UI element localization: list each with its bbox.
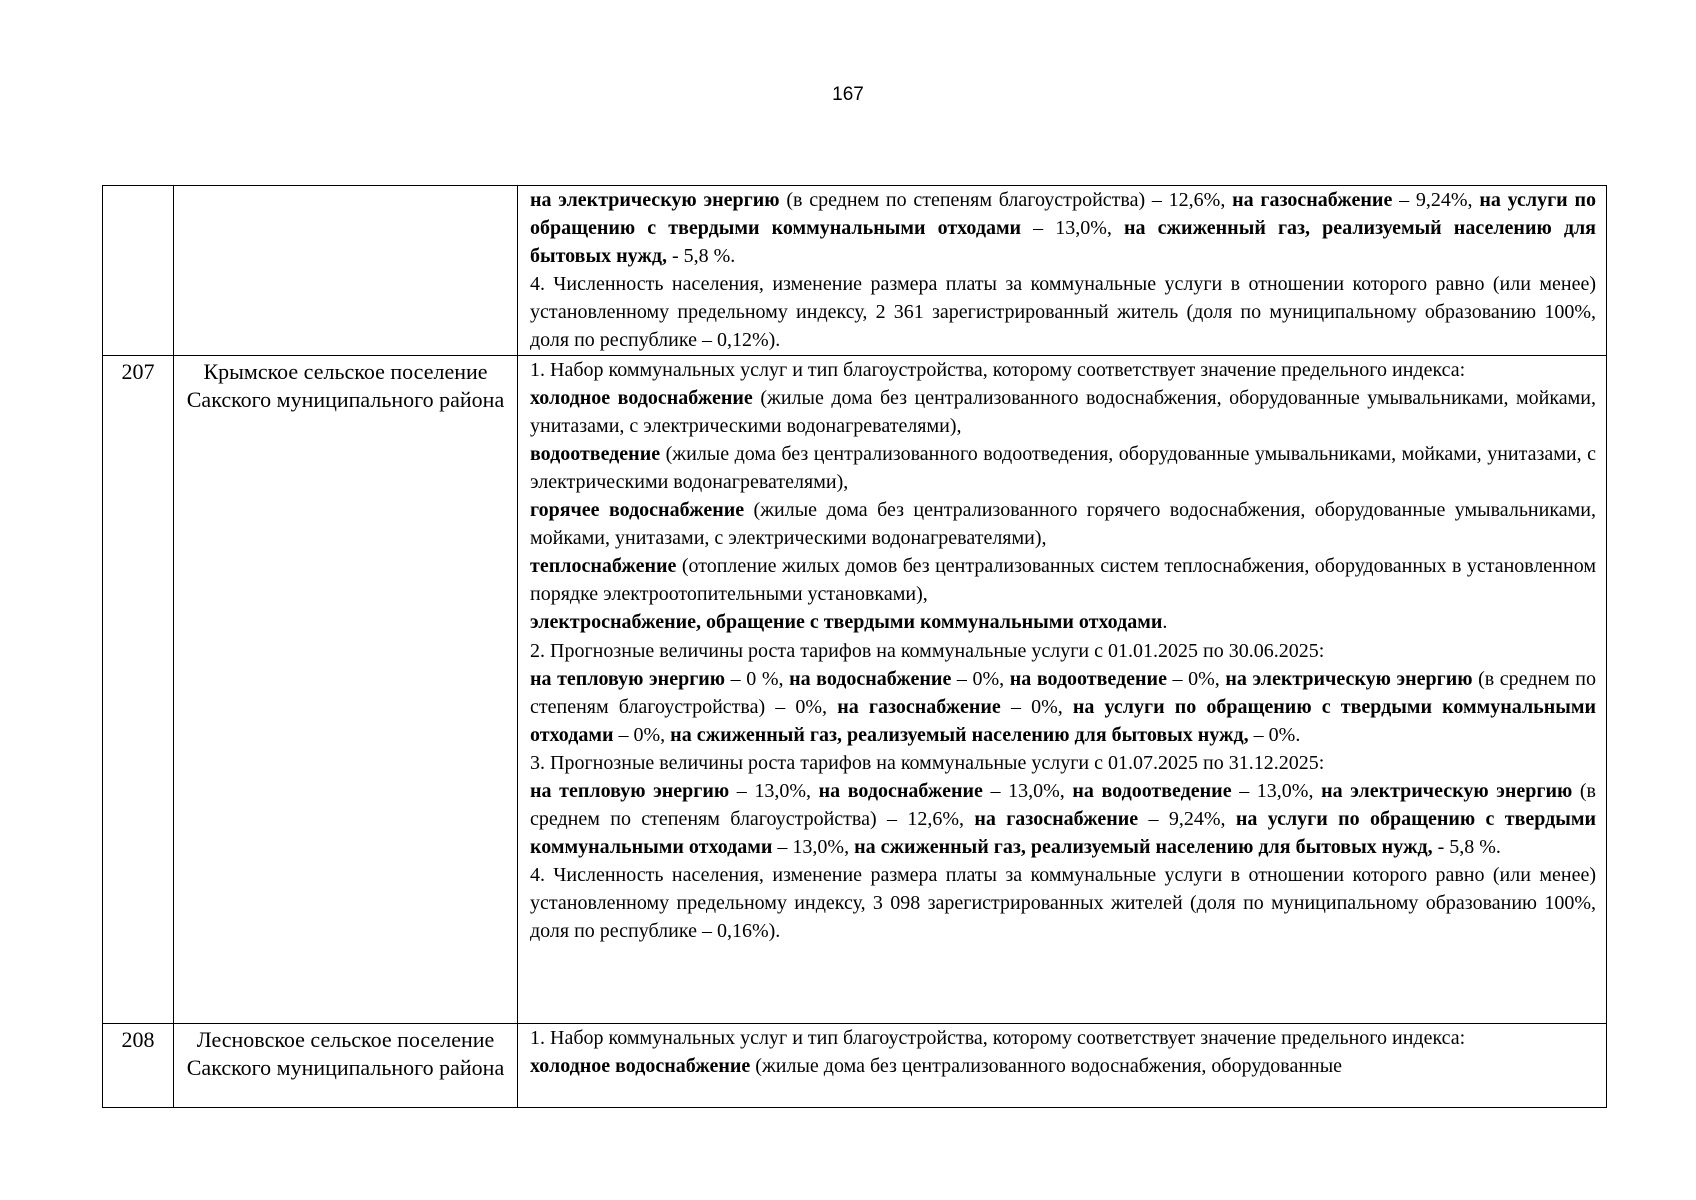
text-run: – 13,0%, [1231, 779, 1322, 802]
bold-text-run: электроснабжение, обращение с твердыми коммунальными отходами [530, 611, 1163, 634]
text-run: 4. Численность населения, изменение размера платы за коммунальные услуги в отношении которого равно (или менее) установленному предельному индексу, 3 098 зарегистрированных жителей (доля по муниципальному образованию 100%, доля по республике – 0,16%). [530, 864, 1596, 943]
text-run: 3. Прогнозные величины роста тарифов на коммунальные услуги с 01.07.2025 по 31.12.2025: [530, 751, 1325, 774]
bold-text-run: на электрическую энергию [1321, 779, 1573, 802]
bold-text-run: на газоснабжение [837, 695, 1001, 718]
description-paragraph [530, 608, 1596, 636]
bold-text-run: на тепловую энергию [530, 779, 730, 802]
municipality-name: Лесновское сельское поселение Сакского муниципального района [174, 1023, 518, 1107]
bold-text-run: теплоснабжение [530, 555, 677, 578]
bold-text-run: горячее водоснабжение [530, 499, 745, 522]
text-run: – 0%, [1166, 667, 1226, 690]
row-number [103, 186, 174, 356]
bold-text-run: водоотведение [530, 442, 661, 465]
text-run: – 0%, [613, 723, 671, 746]
tariff-table [102, 185, 1607, 1108]
bold-text-run: холодное водоснабжение [530, 386, 753, 409]
text-run: – 0%, [1000, 695, 1073, 718]
description-paragraph [530, 665, 1596, 749]
bold-text-run: на электрическую энергию [530, 189, 780, 211]
text-run: – 13,0%, [1021, 217, 1125, 240]
text-run: 1. Набор коммунальных услуг и тип благоустройства, которому соответствует значение предельного индекса: [530, 1026, 1466, 1049]
text-run: (в среднем по степеням благоустройства) – 12,6%, [779, 189, 1233, 211]
bold-text-run: на газоснабжение [1232, 189, 1393, 211]
table-row [103, 186, 1607, 356]
page-number: 167 [832, 84, 864, 105]
bold-text-run: на водоснабжение [818, 779, 983, 802]
text-run: (жилые дома без централизованного горячего водоснабжения, оборудованные умывальниками, мойками, унитазами, с электрическими водонагревателями), [530, 499, 1596, 550]
text-run: – 0%. [1248, 723, 1301, 746]
description-paragraph [530, 270, 1596, 354]
municipality-name [174, 186, 518, 356]
row-description [518, 1023, 1607, 1107]
text-run: – 9,24%, [1392, 189, 1480, 211]
description-paragraph [530, 186, 1596, 270]
bold-text-run: на водоотведение [1009, 667, 1167, 690]
bold-text-run: на газоснабжение [974, 808, 1139, 831]
bold-text-run: на услуги по обращению с твердыми коммунальными отходами [530, 695, 1597, 746]
text-run: - 5,8 %. [666, 245, 736, 268]
bold-text-run: на водоотведение [1072, 779, 1232, 802]
text-run: 1. Набор коммунальных услуг и тип благоустройства, которому соответствует значение предельного индекса: [530, 358, 1466, 381]
bold-text-run: на услуги по обращению с твердыми коммунальными отходами [530, 808, 1596, 859]
row-number: 208 [103, 1023, 174, 1107]
text-run: (отопление жилых домов без централизованных систем теплоснабжения, оборудованных в установленном порядке электроотопительными установками), [530, 555, 1596, 606]
description-paragraph [530, 637, 1596, 665]
text-run: 4. Численность населения, изменение размера платы за коммунальные услуги в отношении которого равно (или менее) установленному предельному индексу, 2 361 зарегистрированный житель (доля по муниципальному образованию 100%, доля по республике – 0,12%). [530, 273, 1596, 352]
description-paragraph [530, 861, 1596, 945]
text-run: – 9,24%, [1138, 808, 1236, 831]
bold-text-run: на сжиженный газ, реализуемый населению для бытовых нужд, [530, 217, 1596, 268]
text-run: (в среднем по степеням благоустройства) – 0%, [530, 667, 1596, 718]
text-run: – 0%, [951, 667, 1010, 690]
bold-text-run: на электрическую энергию [1225, 667, 1473, 690]
description-paragraph [530, 1052, 1596, 1080]
row-description [518, 355, 1607, 1023]
text-run: (в среднем по степеням благоустройства) – 12,6%, [530, 779, 1596, 831]
text-run: – 13,0%, [982, 779, 1073, 802]
description-paragraph [530, 384, 1596, 440]
text-run: – 13,0%, [729, 779, 819, 802]
description-paragraph [530, 440, 1596, 496]
table-row [103, 355, 1607, 1023]
bold-text-run: на водоснабжение [789, 667, 952, 690]
bold-text-run: на услуги по обращению с твердыми коммунальными отходами [530, 189, 1597, 240]
description-paragraph [530, 496, 1596, 552]
row-description [518, 186, 1607, 356]
description-paragraph [530, 552, 1596, 608]
table-body [103, 186, 1607, 1108]
table-row [103, 1023, 1607, 1107]
text-run: (жилые дома без централизованного водоотведения, оборудованные умывальниками, мойками, унитазами, с электрическими водонагревателями), [530, 442, 1596, 493]
description-paragraph [530, 777, 1596, 861]
description-paragraph [530, 356, 1596, 384]
text-run: - 5,8 %. [1432, 836, 1501, 859]
description-paragraph [530, 1024, 1596, 1052]
bold-text-run: на сжиженный газ, реализуемый населению для бытовых нужд, [854, 836, 1433, 859]
text-run: . [1162, 611, 1168, 634]
bold-text-run: на тепловую энергию [530, 667, 726, 690]
row-number: 207 [103, 355, 174, 1023]
municipality-name: Крымское сельское поселение Сакского муниципального района [174, 355, 518, 1023]
description-paragraph [530, 749, 1596, 777]
bold-text-run: холодное водоснабжение [530, 1054, 751, 1077]
text-run: – 0 %, [725, 667, 790, 690]
bold-text-run: на сжиженный газ, реализуемый населению для бытовых нужд, [670, 723, 1249, 746]
text-run: 2. Прогнозные величины роста тарифов на коммунальные услуги с 01.01.2025 по 30.06.2025: [530, 639, 1325, 662]
text-run: (жилые дома без централизованного водоснабжения, оборудованные умывальниками, мойками, унитазами, с электрическими водонагревателями), [530, 386, 1596, 437]
text-run: – 13,0%, [772, 836, 855, 859]
text-run: (жилые дома без централизованного водоснабжения, оборудованные [750, 1054, 1343, 1077]
